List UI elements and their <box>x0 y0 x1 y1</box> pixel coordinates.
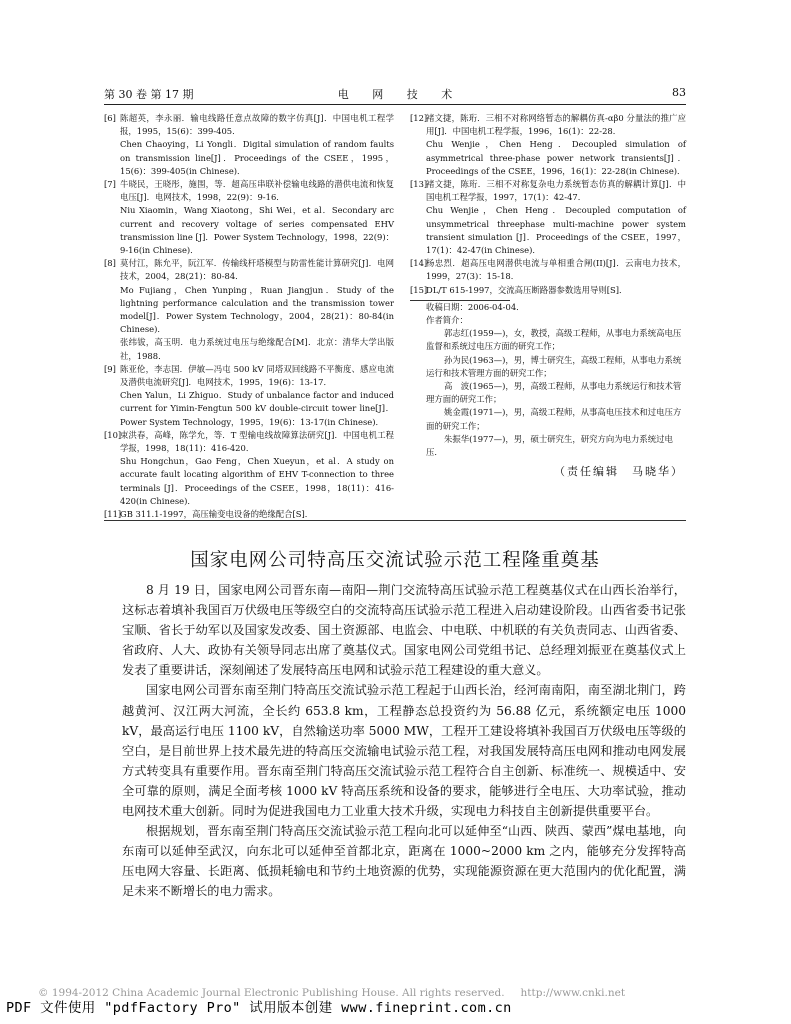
header-rule <box>104 104 686 105</box>
references-left-column <box>104 112 394 521</box>
news-body <box>122 580 686 902</box>
reference-entry: Niu Xiaomin，Wang Xiaotong，Shi Wei，et al．Secondary arc current and recovery voltage of series compensated EHV transmission line [J]．Power System Technology，1998，22(9)：9-16(in Chinese)． <box>120 205 394 256</box>
author-bio: 高 波(1965—)，男，高级工程师，从事电力系统运行和技术管理方面的研究工作； <box>426 381 682 405</box>
news-paragraph: 8 月 19 日，国家电网公司晋东南—南阳—荆门交流特高压试验示范工程奠基仪式在山西长治举行，这标志着填补我国百万伏级电压等级空白的交流特高压试验示范工程进入启动建设阶段。山西省委书记张宝顺、省长于幼军以及国家发改委、国土资源部、电监会、中电联、中机联的有关负责同志、山西省委、省政府、人大、政协有关领导同志出席了奠基仪式。国家电网公司党组书记、总经理刘振亚在奠基仪式上发表了重要讲话，深刻阐述了发展特高压电网和试验示范工程建设的重大意义。 <box>122 583 686 678</box>
author-bio: 姚金霞(1971—)，男，高级工程师，从事高电压技术和过电压方面的研究工作； <box>426 407 682 431</box>
news-paragraph: 根据规划，晋东南至荆门特高压交流试验示范工程向北可以延伸至“山西、陕西、蒙西”煤电基地，向东南可以延伸至武汉，向东北可以延伸至首都北京，距离在 1000~2000 km 之内，能够充分发挥特高压电网大容量、长距离、低损耗输电和节约土地资源的优势，实现能源资源在更大范围内的优化配置，满足未来不断增长的电力需求。 <box>122 824 686 899</box>
reference-entry: [6] 陈超英，李永丽．输电线路任意点故障的数字仿真[J]．中国电机工程学报，1995，15(6)：399-405． <box>104 113 394 137</box>
running-header <box>104 86 686 102</box>
journal-name: 电 网 技 术 <box>337 88 463 101</box>
news-paragraph: 国家电网公司晋东南至荆门特高压交流试验示范工程起于山西长治，经河南南阳，南至湖北荆门，跨越黄河、汉江两大河流，全长约 653.8 km，工程静态总投资约为 56.88 亿元，系统额定电压 1000 kV，最高运行电压 1100 kV，自然输送功率 5000 MW，工程开工建设将填补我国百万伏级电压等级的空白，是目前世界上技术最先进的特高压交流输电试验示范工程，对我国发展特高压电网和推动电网发展方式转变具有重要作用。晋东南至荆门特高压交流试验示范工程符合自主创新、标准统一、规模适中、安全可靠的原则，满足全面考核 1000 kV 特高压系统和设备的要求，能够进行全电压、大功率试验，推动电网技术重大创新。同时为促进我国电力工业重大技术升级，实现电力科技自主创新提供重要平台。 <box>122 683 686 819</box>
reference-entry: [15] DL/T 615-1997，交流高压断路器参数选用导则[S]． <box>410 284 628 295</box>
news-title: 国家电网公司特高压交流试验示范工程隆重奠基 <box>190 550 600 571</box>
reference-entry: Chu Wenjie，Chen Heng．Decoupled simulation of asymmetrical three-phase power network transients[J]．Proceedings of the CSEE，1996，16(1)：22-28(in Chinese)． <box>426 139 686 176</box>
article-meta <box>410 301 686 479</box>
author-bio: 孙为民(1963—)，男，博士研究生，高级工程师，从事电力系统运行和技术管理方面的研究工作； <box>426 354 682 378</box>
author-bio: 朱振华(1977—)，男，硕士研究生，研究方向为电力系统过电压． <box>426 433 673 458</box>
reference-entry: [8] 莫付江，陈允平，阮江军．传输线杆塔模型与防雷性能计算研究[J]．电网技术，2004，28(21)：80-84． <box>104 258 394 282</box>
author-bio: 郭志红(1959—)，女，教授，高级工程师，从事电力系统高电压监督和系统过电压方面的研究工作； <box>426 328 682 352</box>
received-date: 收稿日期：2006-04-04． <box>426 301 525 312</box>
reference-entry: 张纬钹，高玉明．电力系统过电压与绝缘配合[M]．北京：清华大学出版社，1988． <box>120 337 394 361</box>
reference-entry: [13] 褚文捷，陈珩．三相不对称复杂电力系统暂态仿真的解耦计算[J]．中国电机工程学报，1997，17(1)：42-47． <box>410 179 686 203</box>
page-number: 83 <box>672 86 686 99</box>
pdf-factory-notice: PDF 文件使用 "pdfFactory Pro" 试用版本创建 www.fineprint.com.cn <box>6 1000 512 1016</box>
responsible-editor: （责任编辑 马晓华） <box>554 465 684 479</box>
cnki-link[interactable]: http://www.cnki.net <box>520 987 626 999</box>
reference-entry: Chen Chaoying，Li Yongli．Digital simulation of random faults on transmission line[J]．Proceedings of the CSEE，1995，15(6)：399-405(in Chinese)． <box>120 139 394 176</box>
reference-entry: [10] 束洪春，高峰，陈学允，等．T 型输电线故障算法研究[J]．中国电机工程学报，1998，18(11)：416-420． <box>104 429 394 454</box>
reference-entry: [14] 杨忠烈．超高压电网潜供电流与单相重合闸(II)[J]．云南电力技术，1999，27(3)：15-18． <box>410 258 686 282</box>
reference-entry: Mo Fujiang，Chen Yunping，Ruan Jiangjun．Study of the lightning performance calculation and the transmission tower model[J]．Power System Technology，2004，28(21)：80-84(in Chinese)． <box>120 284 394 335</box>
reference-entry: Chu Wenjie，Chen Heng．Decoupled computation of unsymmetrical threephase multi-machine power system transient simulation [J]．Proceedings of the CSEE，1997，17(1)：42-47(in Chinese)． <box>426 205 686 256</box>
reference-entry: Shu Hongchun，Gao Feng，Chen Xueyun，et al．A study on accurate fault locating algorithm of EHV T-connection to three terminals [J]．Proceedings of the CSEE，1998，18(11)：416-420(in Chinese)． <box>120 456 394 506</box>
reference-entry: Chen Yalun，Li Zhiguo．Study of unbalance factor and induced current for Yimin-Fengtun 500 kV double-circuit tower line[J]．Power System Technology，1995，19(6)：13-17(in Chinese)． <box>120 390 394 427</box>
reference-entry: [11] GB 311.1-1997，高压输变电设备的绝缘配合[S]． <box>104 509 314 520</box>
section-divider <box>104 520 686 521</box>
references-right-column <box>410 112 686 478</box>
reference-entry: [7] 牛晓民，王晓彤，施围，等．超高压串联补偿输电线路的潜供电流和恢复电压[J]．电网技术，1998，22(9)：9-16． <box>104 179 394 203</box>
issue-info: 第 30 卷 第 17 期 <box>104 88 194 101</box>
copyright-notice: © 1994-2012 China Academic Journal Electronic Publishing House. All rights reserved. <box>38 987 505 999</box>
reference-entry: [9] 陈亚伦，李志国．伊敏—冯屯 500 kV 同塔双回线路不平衡度、感应电流及潜供电流研究[J]．电网技术，1995，19(6)：13-17． <box>104 363 394 388</box>
reference-entry: [12] 褚文捷，陈珩．三相不对称网络暂态的解耦仿真-αβ0 分量法的推广应用[J]．中国电机工程学报，1996，16(1)：22-28． <box>410 113 686 137</box>
authors-label: 作者简介： <box>426 315 468 326</box>
